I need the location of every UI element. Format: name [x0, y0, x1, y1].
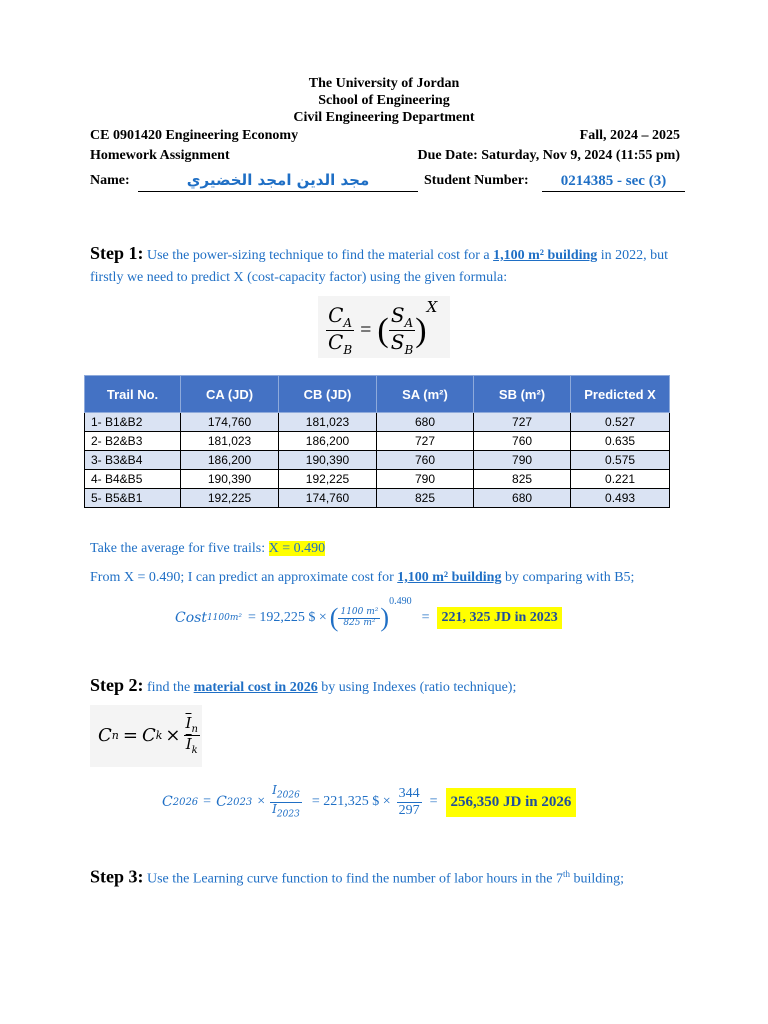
step3-sup: th	[563, 869, 571, 879]
table-cell: 2- B2&B3	[85, 432, 181, 451]
col-header-predicted-x: Predicted X	[571, 376, 670, 413]
ik-sub: k	[191, 745, 198, 756]
table-cell: 0.527	[571, 413, 670, 432]
table-cell: 0.221	[571, 470, 670, 489]
student-number-value: 0214385 - sec (3)	[560, 173, 667, 189]
table-row	[85, 470, 670, 489]
col-header-sb: SB (m²)	[474, 376, 571, 413]
step2-title: Step 2:	[90, 675, 144, 695]
cost-left-paren: (	[329, 603, 339, 632]
name-row	[90, 170, 685, 194]
step1-text-b: in 2022, but firstly we need to predict X (cost-capacity factor) using the given formula:	[90, 248, 669, 285]
c2026-times: ×	[257, 794, 266, 809]
cost-fraction	[338, 608, 380, 629]
table-cell: 190,390	[279, 451, 377, 470]
sa-sub: A	[404, 316, 414, 330]
sb-symbol: S	[390, 330, 405, 355]
table-cell: 190,390	[181, 470, 279, 489]
sa-over-sb	[389, 304, 416, 357]
predict-text-a: From X = 0.490; I can predict an approximate cost for	[90, 570, 398, 585]
table-row	[85, 451, 670, 470]
table-cell: 727	[474, 413, 571, 432]
c2026-eq1: =	[203, 794, 212, 809]
c2026-eq3: =	[429, 794, 438, 809]
table-cell: 727	[376, 432, 473, 451]
sb-sub: B	[404, 343, 414, 358]
table-cell: 186,200	[181, 451, 279, 470]
predict-text-b: by comparing with B5;	[501, 570, 635, 585]
cost-fraction-num: 1100 m²	[340, 606, 379, 617]
table-cell: 192,225	[181, 489, 279, 508]
c2023-sub: 2023	[226, 796, 253, 808]
index-times: ×	[165, 725, 181, 746]
student-number-label: Student Number:	[424, 173, 529, 188]
table-cell: 174,760	[279, 489, 377, 508]
step3-text-b: building;	[570, 871, 625, 887]
step2-paragraph	[90, 674, 690, 699]
cost-fraction-den: 825 m²	[343, 617, 376, 628]
table-cell: 3- B3&B4	[85, 451, 181, 470]
ca-sub: A	[343, 316, 353, 330]
table-cell: 825	[376, 489, 473, 508]
due-date: Due Date: Saturday, Nov 9, 2024 (11:55 pm)	[417, 148, 680, 163]
cost-eq2: =	[421, 610, 430, 625]
average-line	[90, 540, 325, 558]
student-number-field	[542, 170, 685, 192]
c2026-eq2: = 221,325 $ ×	[311, 794, 391, 809]
col-header-ca: CA (JD)	[181, 376, 279, 413]
index-equals: =	[122, 725, 138, 746]
step1-building-link[interactable]: 1,100 m² building	[493, 248, 598, 263]
table-cell: 174,760	[181, 413, 279, 432]
table-cell: 680	[474, 489, 571, 508]
trails-table	[84, 375, 670, 508]
table-row	[85, 489, 670, 508]
table-cell: 5- B5&B1	[85, 489, 181, 508]
ck-sub: k	[155, 729, 163, 742]
course-code: CE 0901420 Engineering Economy	[90, 128, 299, 143]
step2-text-b: by using Indexes (ratio technique);	[317, 680, 517, 695]
table-cell: 760	[376, 451, 473, 470]
university-title: The University of Jordan	[308, 76, 460, 91]
index-formula	[90, 705, 202, 767]
average-text: Take the average for five trails:	[90, 541, 269, 556]
table-cell: 4- B4&B5	[85, 470, 181, 489]
c2026-formula	[162, 780, 576, 824]
index-fraction	[184, 715, 200, 756]
step1-title: Step 1:	[90, 243, 144, 263]
c2023-symbol: C	[216, 794, 227, 810]
index-ratio-fraction	[270, 784, 302, 820]
i2023-sub: 2023	[276, 808, 300, 819]
step1-paragraph	[90, 242, 690, 289]
table-cell: 1- B1&B2	[85, 413, 181, 432]
table-cell: 790	[474, 451, 571, 470]
power-sizing-formula	[318, 296, 450, 358]
index-den: 297	[398, 802, 420, 818]
cost-lhs-sub: 1100m²	[206, 613, 242, 623]
table-row	[85, 432, 670, 451]
assignment-title: Homework Assignment	[90, 148, 230, 163]
c2026-lhs-sub: 2026	[172, 796, 199, 808]
cost-lhs: Cost	[175, 610, 207, 626]
ik-symbol: $\overline{I}$	[185, 735, 192, 753]
sa-symbol: S	[390, 303, 405, 327]
predict-building-link[interactable]: 1,100 m² building	[397, 570, 502, 585]
c2026-result: 256,350 JD in 2026	[446, 788, 577, 817]
in-sub: n	[191, 724, 198, 735]
ck-symbol: C	[141, 725, 156, 746]
semester: Fall, 2024 – 2025	[579, 128, 680, 143]
cost-result: 221, 325 JD in 2023	[437, 607, 561, 629]
table-cell: 0.493	[571, 489, 670, 508]
average-value: X = 0.490	[268, 541, 326, 556]
formula1-equals: =	[360, 319, 372, 342]
step2-link[interactable]: material cost in 2026	[193, 680, 318, 695]
index-value-fraction	[397, 786, 422, 818]
table-cell: 790	[376, 470, 473, 489]
step1-text-a: Use the power-sizing technique to find the material cost for a	[143, 248, 494, 263]
cn-symbol: C	[98, 725, 112, 746]
left-paren: (	[377, 311, 389, 349]
col-header-sa: SA (m²)	[376, 376, 473, 413]
exponent-x: X	[426, 298, 438, 316]
table-cell: 192,225	[279, 470, 377, 489]
name-field	[138, 170, 418, 192]
table-cell: 0.575	[571, 451, 670, 470]
table-cell: 680	[376, 413, 473, 432]
c2026-lhs: C	[162, 794, 173, 810]
name-label: Name:	[90, 173, 130, 188]
cost-right-paren: )	[380, 603, 390, 632]
cost-eq1: = 192,225 $ ×	[248, 610, 327, 625]
cb-sub: B	[343, 343, 353, 358]
cost-formula	[175, 598, 562, 638]
i2026-sub: 2026	[276, 790, 300, 801]
col-header-cb: CB (JD)	[279, 376, 377, 413]
right-paren: )	[415, 311, 427, 349]
step3-paragraph	[90, 863, 690, 891]
table-cell: 760	[474, 432, 571, 451]
department-title: Civil Engineering Department	[293, 110, 475, 125]
predict-line	[90, 569, 634, 587]
table-row	[85, 413, 670, 432]
cost-exponent: 0.490	[389, 596, 412, 607]
cb-symbol: C	[328, 330, 344, 355]
table-cell: 181,023	[279, 413, 377, 432]
table-cell: 0.635	[571, 432, 670, 451]
i2026-symbol: I	[272, 783, 277, 798]
table-header-row	[85, 376, 670, 413]
step3-title: Step 3:	[90, 866, 144, 887]
table-cell: 825	[474, 470, 571, 489]
table-cell: 181,023	[181, 432, 279, 451]
in-symbol: $\overline{I}$	[185, 714, 192, 732]
index-num: 344	[398, 786, 420, 802]
step3-text-a: Use the Learning curve function to find the number of labor hours in the 7	[143, 871, 563, 887]
ca-over-cb	[326, 304, 354, 357]
cn-sub: n	[111, 729, 119, 742]
step2-text-a: find the	[143, 680, 194, 695]
ca-symbol: C	[328, 303, 344, 327]
school-title: School of Engineering	[318, 93, 450, 108]
col-header-trail: Trail No.	[85, 376, 181, 413]
name-value: مجد الدين امجد الخضيري	[186, 171, 370, 189]
table-cell: 186,200	[279, 432, 377, 451]
i2023-symbol: I	[272, 801, 277, 816]
